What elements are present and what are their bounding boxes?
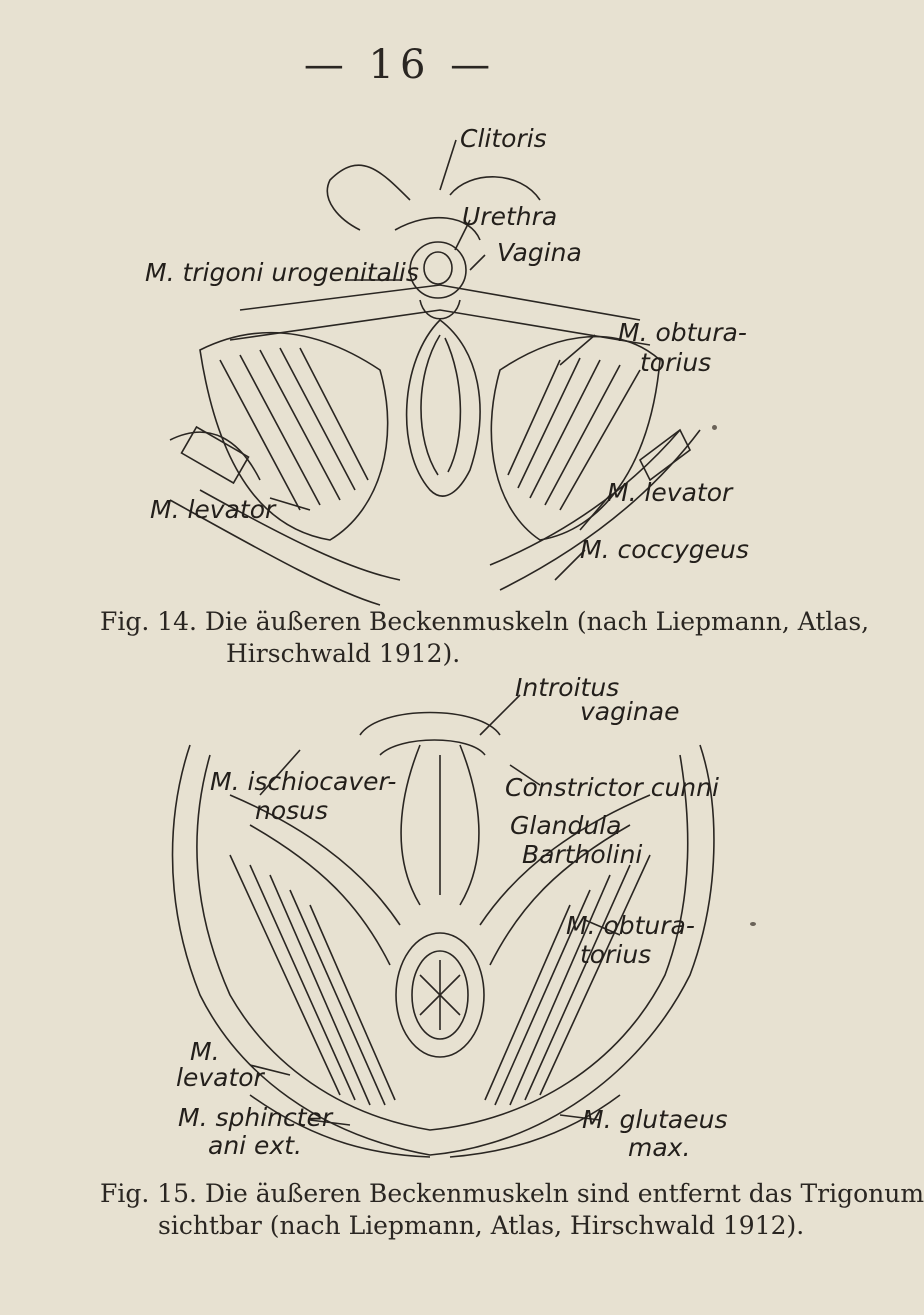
- label-sphincter-2: ani ext.: [208, 1131, 302, 1160]
- page-number: — 16 —: [303, 42, 497, 88]
- label-obturatorius-2: torius: [580, 940, 652, 969]
- figure-14: [0, 110, 800, 610]
- label-trigoni: M. trigoni urogenitalis: [145, 258, 419, 287]
- label-levator-1: M.: [190, 1037, 220, 1066]
- caption-fig14: [100, 606, 870, 670]
- label-clitoris: Clitoris: [460, 124, 547, 153]
- label-vaginae: vaginae: [580, 697, 680, 726]
- caption-fig15-line1: Fig. 15. Die äußeren Beckenmuskeln sind entfernt das Trigonum: [100, 1179, 924, 1208]
- label-levator-left: M. levator: [150, 495, 276, 524]
- label-urethra: Urethra: [462, 202, 558, 231]
- label-glandula-1: Glandula: [510, 811, 622, 840]
- label-sphincter-1: M. sphincter: [178, 1103, 333, 1132]
- ink-speck: [712, 425, 717, 430]
- label-vagina: Vagina: [497, 238, 582, 267]
- label-levator-2: levator: [176, 1063, 264, 1092]
- label-obturatorius-1: M. obtura-: [566, 911, 695, 940]
- label-obturatorius-2: torius: [640, 348, 712, 377]
- caption-fig14-line2: Hirschwald 1912).: [226, 639, 461, 668]
- caption-fig15: [100, 1178, 924, 1242]
- label-obturatorius-1: M. obtura-: [618, 318, 747, 347]
- figure-15: [0, 675, 800, 1175]
- label-ischiocaver-1: M. ischiocaver-: [210, 767, 397, 796]
- label-glutaeus-1: M. glutaeus: [582, 1105, 728, 1134]
- ink-speck: [750, 922, 756, 926]
- label-levator-right: M. levator: [607, 478, 733, 507]
- label-coccygeus: M. coccygeus: [580, 535, 749, 564]
- caption-fig15-line2: sichtbar (nach Liepmann, Atlas, Hirschwald 1912).: [158, 1211, 805, 1240]
- label-introitus: Introitus: [515, 673, 620, 702]
- label-constrictor: Constrictor cunni: [505, 773, 719, 802]
- caption-fig14-line1: Fig. 14. Die äußeren Beckenmuskeln (nach Liepmann, Atlas,: [100, 607, 870, 636]
- label-ischiocaver-2: nosus: [255, 796, 329, 825]
- label-glandula-2: Bartholini: [522, 840, 643, 869]
- label-glutaeus-2: max.: [628, 1133, 691, 1162]
